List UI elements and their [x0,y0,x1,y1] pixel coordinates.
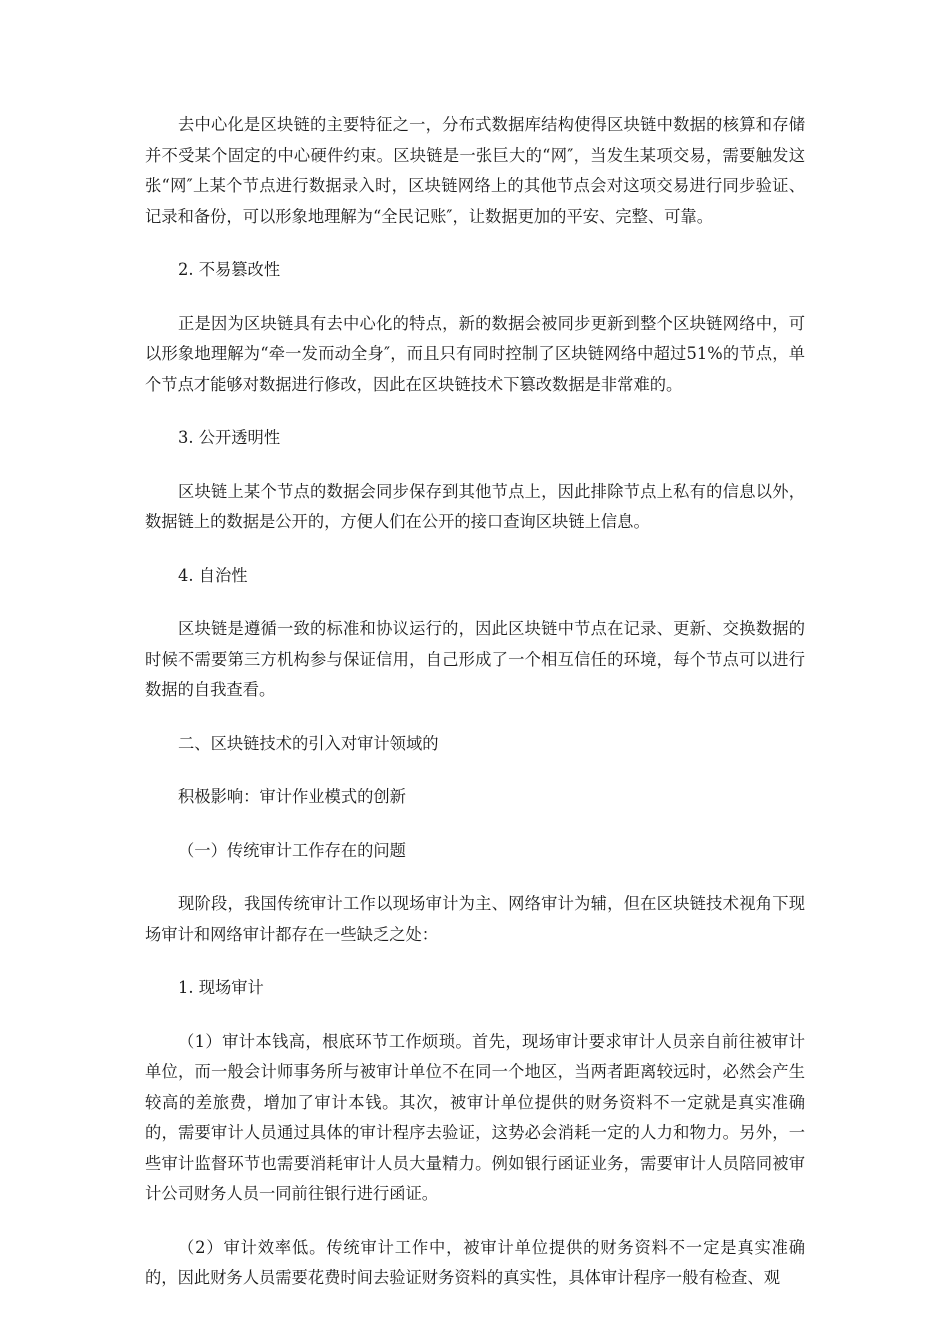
section-title-line-1: 二、区块链技术的引入对审计领域的 [178,733,439,753]
heading-onsite-audit: 1. 现场审计 [178,978,264,997]
paragraph-audit-efficiency: （2）审计效率低。传统审计工作中，被审计单位提供的财务资料不一定是真实准确的，因此财务人员需要花费时间去验证财务资料的真实性，具体审计程序一般有检查、观 [145,1237,805,1287]
document-body [145,110,805,1317]
heading-transparency: 3. 公开透明性 [178,428,281,447]
heading-tamper-resistance: 2. 不易篡改性 [178,260,281,279]
paragraph-transparency: 区块链上某个节点的数据会同步保存到其他节点上，因此排除节点上私有的信息以外，数据链上的数据是公开的，方便人们在公开的接口查询区块链上信息。 [145,481,805,531]
paragraph-autonomy: 区块链是遵循一致的标准和协议运行的，因此区块链中节点在记录、更新、交换数据的时候不需要第三方机构参与保证信用，自己形成了一个相互信任的环境，每个节点可以进行数据的自我查看。 [145,619,805,699]
paragraph-tamper-resistance: 正是因为区块链具有去中心化的特点，新的数据会被同步更新到整个区块链网络中，可以形象地理解为“牵一发而动全身″，而且只有同时控制了区块链网络中超过51%的节点，单个节点才能够对数据进行修改，因此在区块链技术下篡改数据是非常难的。 [145,313,805,394]
paragraph-audit-cost: （1）审计本钱高，根底环节工作烦琐。首先，现场审计要求审计人员亲自前往被审计单位，而一般会计师事务所与被审计单位不在同一个地区，当两者距离较远时，必然会产生较高的差旅费，增加了审计本钱。其次，被审计单位提供的财务资料不一定就是真实准确的，需要审计人员通过具体的审计程序去验证，这势必会消耗一定的人力和物力。另外，一些审计监督环节也需要消耗审计人员大量精力。例如银行函证业务，需要审计人员陪同被审计公司财务人员一同前往银行进行函证。 [145,1031,805,1203]
paragraph-decentralization: 去中心化是区块链的主要特征之一，分布式数据库结构使得区块链中数据的核算和存储并不受某个固定的中心硬件约束。区块链是一张巨大的“网″，当发生某项交易，需要触发这张“网″上某个节点进行数据录入时，区块链网络上的其他节点会对这项交易进行同步验证、记录和备份，可以形象地理解为“全民记账″，让数据更加的平安、完整、可靠。 [145,115,805,226]
heading-autonomy: 4. 自治性 [178,565,248,585]
paragraph-current-stage: 现阶段，我国传统审计工作以现场审计为主、网络审计为辅，但在区块链技术视角下现场审计和网络审计都存在一些缺乏之处： [145,894,805,944]
subsection-title: （一）传统审计工作存在的问题 [178,840,406,860]
section-title-line-2: 积极影响：审计作业模式的创新 [178,787,406,806]
